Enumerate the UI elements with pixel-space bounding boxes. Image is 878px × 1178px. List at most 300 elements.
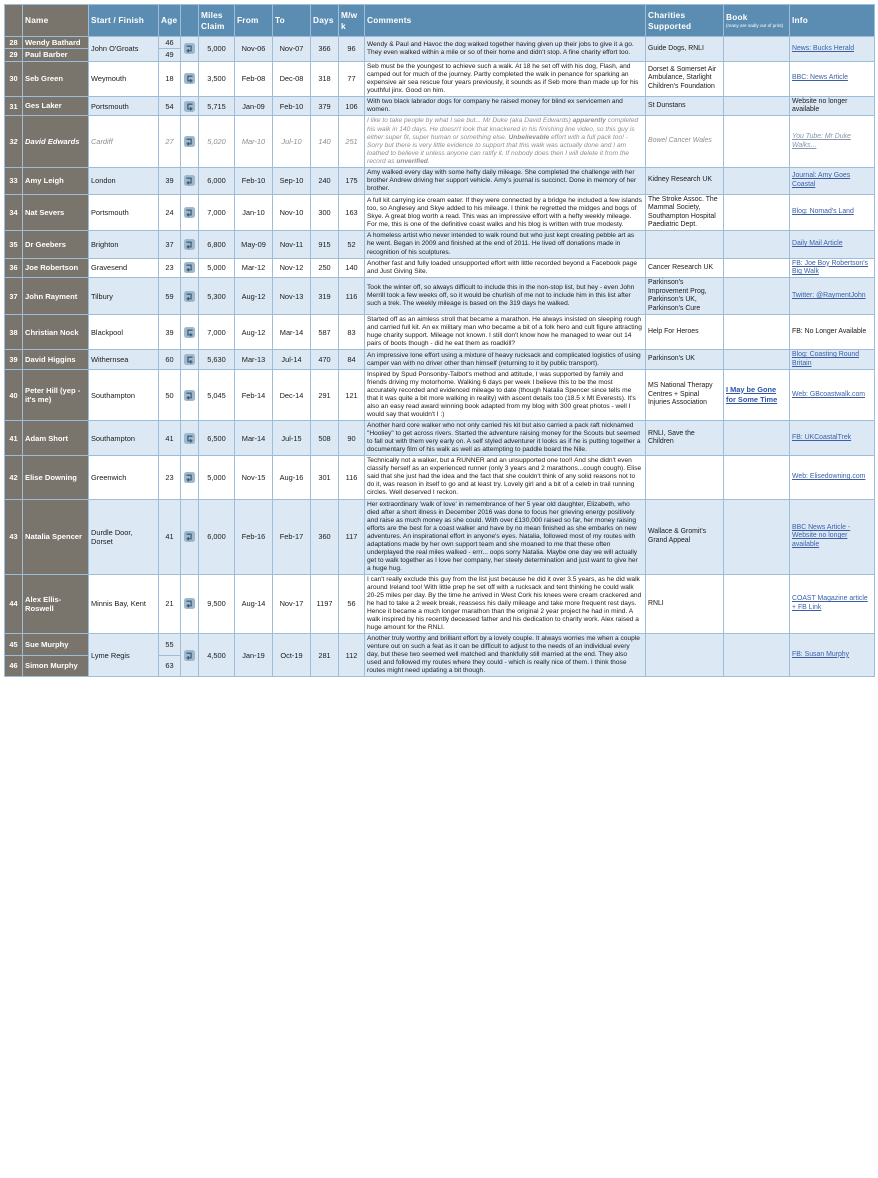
walker-name: Christian Nock [23, 315, 89, 350]
date-to: Feb-17 [273, 499, 311, 574]
start-finish: Minnis Bay, Kent [89, 574, 159, 633]
walker-age: 49 [159, 49, 181, 61]
days: 915 [311, 231, 339, 258]
comments: Another truly worthy and brilliant effort by a lovely couple. It always worries me when a couple venture out on such a feat as it can be difficult to adjust to the needs of an individual every day, but these two seemed well matched and thankfully still married at the end. They also used and followed my routes where they could - which is really nice of them. I think those routes might need updating a bit though. [365, 634, 646, 677]
miles-per-week: 140 [339, 258, 365, 278]
start-finish: Portsmouth [89, 194, 159, 231]
date-to: Dec-08 [273, 61, 311, 96]
direction-cell [181, 96, 199, 116]
table-row [5, 258, 875, 278]
row-number: 35 [5, 231, 23, 258]
direction-cell [181, 37, 199, 62]
table-row [5, 574, 875, 633]
info-cell[interactable] [790, 37, 875, 62]
miles-per-week: 112 [339, 634, 365, 677]
miles-claim: 5,000 [199, 37, 235, 62]
miles-per-week: 251 [339, 116, 365, 167]
book-cell [724, 116, 790, 167]
header-row [5, 5, 875, 37]
miles-per-week: 84 [339, 350, 365, 370]
arrow-anticlockwise-icon [184, 433, 195, 444]
miles-claim: 5,000 [199, 258, 235, 278]
info-cell[interactable] [790, 574, 875, 633]
charities-supported: Kidney Research UK [646, 167, 724, 194]
info-link[interactable]: News: Bucks Herald [792, 44, 855, 52]
start-finish: John O'Groats [89, 37, 159, 62]
header-name[interactable]: Name [23, 5, 89, 37]
miles-per-week: 117 [339, 499, 365, 574]
charities-supported: Help For Heroes [646, 315, 724, 350]
row-number: 43 [5, 499, 23, 574]
comments: Wendy & Paul and Havoc the dog walked together having given up their jobs to give it a go. They even walked within a mile or so of their home and didn't stop. A fine charity effort too. [365, 37, 646, 62]
days: 1197 [311, 574, 339, 633]
date-from: Nov-15 [235, 456, 273, 499]
date-to: Nov-13 [273, 278, 311, 315]
date-to: Feb-10 [273, 96, 311, 116]
miles-claim: 4,500 [199, 634, 235, 677]
date-from: May-09 [235, 231, 273, 258]
table-row [5, 315, 875, 350]
info-cell[interactable] [790, 231, 875, 258]
miles-claim: 7,000 [199, 315, 235, 350]
book-cell [724, 194, 790, 231]
info-cell [790, 96, 875, 116]
walker-age: 23 [159, 258, 181, 278]
table-row [5, 194, 875, 231]
row-number: 38 [5, 315, 23, 350]
row-number: 44 [5, 574, 23, 633]
book-cell [724, 456, 790, 499]
arrow-anticlockwise-icon [184, 354, 195, 365]
info-link[interactable]: Blog: Coasting Round Britain [792, 351, 860, 367]
info-link[interactable]: FB: Joe Boy Robertson's Big Walk [792, 259, 868, 275]
book-cell [724, 167, 790, 194]
header-mwk[interactable]: M/wk [339, 5, 365, 37]
miles-per-week: 175 [339, 167, 365, 194]
arrow-anticlockwise-icon [184, 327, 195, 338]
date-to: Jul-15 [273, 421, 311, 456]
direction-cell [181, 634, 199, 677]
table-row [5, 634, 875, 656]
walker-name: Wendy Bathard [23, 37, 89, 49]
table-row [5, 456, 875, 499]
walker-age: 54 [159, 96, 181, 116]
info-link[interactable]: BBC News Article - Website no longer available [792, 524, 851, 548]
comments: Another hard core walker who not only carried his kit but also carried a pack raft nicknamed "Hooliey" to get across rivers. Started the adventure raising money for the Scouts but seemed to fall out with them very early on. A self styled adventurer it looks as if he is putting together a documentary film of his walk as well as attempting to paddle board the Nile. [365, 421, 646, 456]
info-link[interactable]: Web: Elisedowning.com [792, 473, 866, 481]
walker-age: 23 [159, 456, 181, 499]
miles-per-week: 56 [339, 574, 365, 633]
comments: A full kit carrying ice cream eater. If they were connected by a bridge he included a few islands too, so Anglesey and Skye added to his mileage. I think he regretted the midges and bogs of Skye. A great blog worth a read. This was an impressive effort with a hefty weekly mileage. For me, this is one of the definitive coast walks and his blog is written with true modesty. [365, 194, 646, 231]
book-cell [724, 96, 790, 116]
charities-supported: Dorset & Somerset Air Ambulance, Starlight Children's Foundation [646, 61, 724, 96]
walker-age: 39 [159, 315, 181, 350]
info-link[interactable]: You Tube: Mr Duke Walks... [792, 133, 851, 149]
row-number: 41 [5, 421, 23, 456]
days: 250 [311, 258, 339, 278]
row-number: 31 [5, 96, 23, 116]
walker-name: Joe Robertson [23, 258, 89, 278]
header-book-note: (many are sadly out of print) [726, 23, 784, 29]
row-number: 34 [5, 194, 23, 231]
info-cell[interactable] [790, 499, 875, 574]
arrow-clockwise-icon [184, 136, 195, 147]
days: 240 [311, 167, 339, 194]
days: 319 [311, 278, 339, 315]
table-row [5, 350, 875, 370]
header-book-label: Book [726, 12, 748, 23]
direction-cell [181, 574, 199, 633]
arrow-clockwise-icon [184, 650, 195, 661]
miles-claim: 3,500 [199, 61, 235, 96]
header-from[interactable]: From [235, 5, 273, 37]
direction-cell [181, 61, 199, 96]
miles-claim: 6,000 [199, 167, 235, 194]
charities-supported: The Stroke Assoc. The Mammal Society, Southampton Hospital Paediatric Dept. [646, 194, 724, 231]
row-number: 28 [5, 37, 23, 49]
walker-name: David Higgins [23, 350, 89, 370]
start-finish: Greenwich [89, 456, 159, 499]
row-number: 29 [5, 49, 23, 61]
charities-supported [646, 456, 724, 499]
miles-per-week: 163 [339, 194, 365, 231]
header-book[interactable] [724, 5, 790, 37]
days: 281 [311, 634, 339, 677]
miles-per-week: 52 [339, 231, 365, 258]
comments: I can't really exclude this guy from the list just because he did it over 3.5 years, as he did walk around Ireland too! With little prep he set off with a rucksack and tent thinking he could walk 20-25 miles per day. By the time he arrived in West Cork his knees were cream crackered and he had to take a 2 week break, reassess his daily mileage and take more frequent rest days. Hence it became a much longer marathon than the original 2 year project he had in mind. A walk inspired by his recently deceased father and his dedication to charity work. Alex raised a huge amount for the RNLI. [365, 574, 646, 633]
book-cell [724, 231, 790, 258]
info-link[interactable]: BBC: News Article [792, 74, 848, 82]
header-start-finish[interactable]: Start / Finish [89, 5, 159, 37]
table-header [5, 5, 875, 37]
charities-supported: RNLI, Save the Children [646, 421, 724, 456]
date-from: Mar-10 [235, 116, 273, 167]
row-number: 32 [5, 116, 23, 167]
walker-name: Elise Downing [23, 456, 89, 499]
direction-cell [181, 499, 199, 574]
book-cell[interactable] [724, 370, 790, 421]
charities-supported: Parkinson's UK [646, 350, 724, 370]
miles-claim: 5,000 [199, 456, 235, 499]
walker-age: 37 [159, 231, 181, 258]
book-cell [724, 350, 790, 370]
table-row [5, 499, 875, 574]
date-to: Nov-10 [273, 194, 311, 231]
table-row [5, 61, 875, 96]
coast-walkers-table [4, 4, 875, 677]
date-from: Jan-19 [235, 634, 273, 677]
walker-age: 59 [159, 278, 181, 315]
charities-supported: Wallace & Gromit's Grand Appeal [646, 499, 724, 574]
comments: I like to take people by what I see but... Mr Duke (aka David Edwards) apparently completed his walk in 140 days. He doesn't look that knackered in his finishing line video, so this guy is either super fit, super human or something else. Unbelievable effort with a full pack too! - Sorry but there is very little evidence to support that this walk was actually done and I am loathed to believe it unless anyone can ratify it. If nobody does then I will delete it from the record as unverified. [365, 116, 646, 167]
info-link[interactable]: FB: UKCoastalTrek [792, 434, 852, 442]
walker-age: 46 [159, 37, 181, 49]
days: 301 [311, 456, 339, 499]
arrow-clockwise-icon [184, 175, 195, 186]
book-link[interactable]: I May be Gone for Some Time [726, 384, 778, 405]
days: 508 [311, 421, 339, 456]
date-from: Jan-10 [235, 194, 273, 231]
walker-age: 24 [159, 194, 181, 231]
table-row [5, 421, 875, 456]
arrow-clockwise-icon [184, 239, 195, 250]
start-finish: Tilbury [89, 278, 159, 315]
charities-supported [646, 231, 724, 258]
walker-name: Alex Ellis-Roswell [23, 574, 89, 633]
row-number: 36 [5, 258, 23, 278]
direction-cell [181, 370, 199, 421]
walker-age: 39 [159, 167, 181, 194]
date-to: Jul-10 [273, 116, 311, 167]
miles-claim: 6,800 [199, 231, 235, 258]
info-link[interactable]: COAST Magazine article + FB Link [792, 595, 868, 611]
row-number: 30 [5, 61, 23, 96]
walker-name: Natalia Spencer [23, 499, 89, 574]
days: 587 [311, 315, 339, 350]
header-age[interactable]: Age [159, 5, 181, 37]
info-cell[interactable] [790, 634, 875, 677]
info-link[interactable]: Web: GBcoastwalk.com [792, 390, 866, 398]
direction-cell [181, 194, 199, 231]
date-to: Aug-16 [273, 456, 311, 499]
row-number: 42 [5, 456, 23, 499]
start-finish: Lyme Regis [89, 634, 159, 677]
row-number: 39 [5, 350, 23, 370]
start-finish: Gravesend [89, 258, 159, 278]
date-from: Feb-14 [235, 370, 273, 421]
comments: Another fast and fully loaded unsupported effort with little recorded beyond a Facebook page and Just Giving Site. [365, 258, 646, 278]
charities-supported: Bowel Cancer Wales [646, 116, 724, 167]
days: 360 [311, 499, 339, 574]
days: 300 [311, 194, 339, 231]
miles-per-week: 83 [339, 315, 365, 350]
miles-claim: 9,500 [199, 574, 235, 633]
row-number: 46 [5, 655, 23, 677]
walker-age: 41 [159, 499, 181, 574]
direction-cell [181, 116, 199, 167]
info-link[interactable]: FB: Susan Murphy [792, 650, 850, 658]
walker-name: Simon Murphy [23, 655, 89, 677]
arrow-clockwise-icon [184, 262, 195, 273]
walker-name: John Rayment [23, 278, 89, 315]
header-comments[interactable]: Comments [365, 5, 646, 37]
info-cell[interactable] [790, 370, 875, 421]
walker-age: 60 [159, 350, 181, 370]
days: 318 [311, 61, 339, 96]
start-finish: Southampton [89, 421, 159, 456]
days: 379 [311, 96, 339, 116]
date-from: Feb-16 [235, 499, 273, 574]
walker-name: Peter Hill (yep - it's me) [23, 370, 89, 421]
start-finish: Portsmouth [89, 96, 159, 116]
book-cell [724, 421, 790, 456]
date-from: Mar-14 [235, 421, 273, 456]
days: 140 [311, 116, 339, 167]
date-from: Mar-13 [235, 350, 273, 370]
header-days[interactable]: Days [311, 5, 339, 37]
walker-name: Amy Leigh [23, 167, 89, 194]
miles-claim: 5,020 [199, 116, 235, 167]
walker-age: 18 [159, 61, 181, 96]
charities-supported: Guide Dogs, RNLI [646, 37, 724, 62]
book-cell [724, 499, 790, 574]
book-cell [724, 634, 790, 677]
miles-per-week: 116 [339, 278, 365, 315]
arrow-anticlockwise-icon [184, 101, 195, 112]
info-cell[interactable] [790, 421, 875, 456]
miles-per-week: 77 [339, 61, 365, 96]
miles-per-week: 116 [339, 456, 365, 499]
miles-per-week: 96 [339, 37, 365, 62]
miles-per-week: 121 [339, 370, 365, 421]
charities-supported: St Dunstans [646, 96, 724, 116]
table-body [5, 37, 875, 677]
book-cell [724, 315, 790, 350]
comments: A homeless artist who never intended to walk round but who just kept creating pebble art as he went. Began in 2009 and finished at the end of 2011. He lived off donations made in recognition of his sculptures. [365, 231, 646, 258]
info-cell[interactable] [790, 258, 875, 278]
walker-age: 41 [159, 421, 181, 456]
walker-age: 21 [159, 574, 181, 633]
miles-claim: 5,630 [199, 350, 235, 370]
arrow-clockwise-icon [184, 598, 195, 609]
arrow-clockwise-icon [184, 531, 195, 542]
row-number: 40 [5, 370, 23, 421]
walker-name: Adam Short [23, 421, 89, 456]
date-to: Mar-14 [273, 315, 311, 350]
date-to: Nov-17 [273, 574, 311, 633]
charities-supported [646, 634, 724, 677]
info-link[interactable]: Daily Mail Article [792, 240, 843, 248]
date-to: Jul-14 [273, 350, 311, 370]
arrow-clockwise-icon [184, 291, 195, 302]
info-text: FB: No Longer Available [792, 327, 867, 335]
days: 366 [311, 37, 339, 62]
arrow-clockwise-icon [184, 207, 195, 218]
table-row [5, 116, 875, 167]
table-row [5, 278, 875, 315]
arrow-clockwise-icon [184, 472, 195, 483]
start-finish: Southampton [89, 370, 159, 421]
walker-name: David Edwards [23, 116, 89, 167]
start-finish: Durdle Door, Dorset [89, 499, 159, 574]
comments: Her extraordinary 'walk of love' in remembrance of her 5 year old daughter, Elizabeth, who died after a short illness in December 2016 was done to focus her grieving energy positively and raise as much money as she could. With over £130,000 raised so far, her money raising efforts are the best for a coast walker and have by no mean finished as she embarks on new adventures. An inspirational effort in anyone's eyes. Natalia, followed most of my routes with adaptations made by her own support team and she moaned to me that these often underplayed the real miles walked - errr... oops sorry Natalia. Maybe one day we will actually get to walk together as I love her company, her steely determination and just want to give her a huge hug. [365, 499, 646, 574]
comments: An impressive lone effort using a mixture of heavy rucksack and complicated logistics of using camper van with no driver other than himself (returning to it by public transport). [365, 350, 646, 370]
walker-name: Nat Severs [23, 194, 89, 231]
comments: With two black labrador dogs for company he raised money for blind ex servicemen and women. [365, 96, 646, 116]
charities-supported: Parkinson's Improvement Prog, Parkinson's UK, Parkinson's Cure [646, 278, 724, 315]
direction-cell [181, 167, 199, 194]
miles-per-week: 106 [339, 96, 365, 116]
header-miles-claim[interactable]: Miles Claim [199, 5, 235, 37]
arrow-anticlockwise-icon [184, 73, 195, 84]
days: 470 [311, 350, 339, 370]
direction-cell [181, 278, 199, 315]
table-row [5, 231, 875, 258]
miles-claim: 7,000 [199, 194, 235, 231]
info-cell[interactable] [790, 167, 875, 194]
info-link[interactable]: Journal: Amy Goes Coastal [792, 172, 851, 188]
charities-supported: Cancer Research UK [646, 258, 724, 278]
date-from: Aug-14 [235, 574, 273, 633]
row-number: 33 [5, 167, 23, 194]
walker-name: Ges Laker [23, 96, 89, 116]
walker-age: 27 [159, 116, 181, 167]
comments: Technically not a walker, but a RUNNER and an unsupported one too!! And she didn't even classify herself as an experienced runner (only 3 years and 2 marathons...cough cough). Elise said that she just had the idea and the fact that she couldn't think of any solid reasons not to do it, was reason in itself to go and at least try. Lovely girl and a bit of a celeb in trail running circles. Well deserved I reckon. [365, 456, 646, 499]
header-to[interactable]: To [273, 5, 311, 37]
miles-per-week: 90 [339, 421, 365, 456]
book-cell [724, 37, 790, 62]
walker-name: Dr Geebers [23, 231, 89, 258]
header-info[interactable]: Info [790, 5, 875, 37]
date-from: Feb-10 [235, 167, 273, 194]
arrow-clockwise-icon [184, 43, 195, 54]
charities-supported: RNLI [646, 574, 724, 633]
row-number: 37 [5, 278, 23, 315]
charities-supported: MS National Therapy Centres + Spinal Injuries Association [646, 370, 724, 421]
info-link[interactable]: Twitter: @RaymentJohn [792, 292, 866, 299]
date-from: Jan-09 [235, 96, 273, 116]
date-from: Feb-08 [235, 61, 273, 96]
start-finish: Weymouth [89, 61, 159, 96]
date-to: Nov-07 [273, 37, 311, 62]
info-cell[interactable] [790, 116, 875, 167]
book-cell [724, 258, 790, 278]
miles-claim: 6,500 [199, 421, 235, 456]
info-cell[interactable] [790, 194, 875, 231]
info-cell[interactable] [790, 61, 875, 96]
start-finish: London [89, 167, 159, 194]
date-to: Sep-10 [273, 167, 311, 194]
header-charities[interactable]: Charities Supported [646, 5, 724, 37]
miles-claim: 6,000 [199, 499, 235, 574]
miles-claim: 5,300 [199, 278, 235, 315]
date-from: Mar-12 [235, 258, 273, 278]
date-from: Aug-12 [235, 315, 273, 350]
date-to: Nov-12 [273, 258, 311, 278]
info-text: Website no longer available [792, 97, 848, 114]
walker-name: Paul Barber [23, 49, 89, 61]
direction-cell [181, 315, 199, 350]
date-to: Nov-11 [273, 231, 311, 258]
header-row-number [5, 5, 23, 37]
info-cell[interactable] [790, 278, 875, 315]
date-from: Aug-12 [235, 278, 273, 315]
date-from: Nov-06 [235, 37, 273, 62]
comments: Amy walked every day with some hefty daily mileage. She completed the challenge with her brother Andrew driving her support vehicle. Amy's journal is succinct. Done in memory of her brother. [365, 167, 646, 194]
info-link[interactable]: Blog: Nomad's Land [792, 208, 854, 216]
table-row [5, 370, 875, 421]
miles-claim: 5,715 [199, 96, 235, 116]
info-cell[interactable] [790, 456, 875, 499]
date-to: Oct-19 [273, 634, 311, 677]
direction-cell [181, 350, 199, 370]
table-row [5, 37, 875, 49]
book-cell [724, 278, 790, 315]
walker-name: Seb Green [23, 61, 89, 96]
info-cell [790, 315, 875, 350]
comments: Took the winter off, so always difficult to include this in the non-stop list, but hey - even John Merrill took a few weeks off, so it would be churlish of me not to include him in this list after such a trek. The weekly mileage is based on the 319 days he walked. [365, 278, 646, 315]
direction-cell [181, 456, 199, 499]
date-to: Dec-14 [273, 370, 311, 421]
direction-cell [181, 421, 199, 456]
header-direction[interactable] [181, 5, 199, 37]
table-row [5, 96, 875, 116]
walker-age: 50 [159, 370, 181, 421]
arrow-clockwise-icon [184, 390, 195, 401]
start-finish: Blackpool [89, 315, 159, 350]
info-cell[interactable] [790, 350, 875, 370]
comments: Inspired by Spud Ponsonby-Talbot's method and attitude, I was supported by family and friends driving my motorhome. Walking 6 days per week I believe this to be the most accurately recorded and evidenced mileage to date (though Natalia Spencer since tells me that it was quite a bit more walking in reality) with ascent details too (18.5 x Mt Everests). It's also an easy read award winning book adapted from my blog with 300 great photos - well I would say that wouldn't I :) [365, 370, 646, 421]
